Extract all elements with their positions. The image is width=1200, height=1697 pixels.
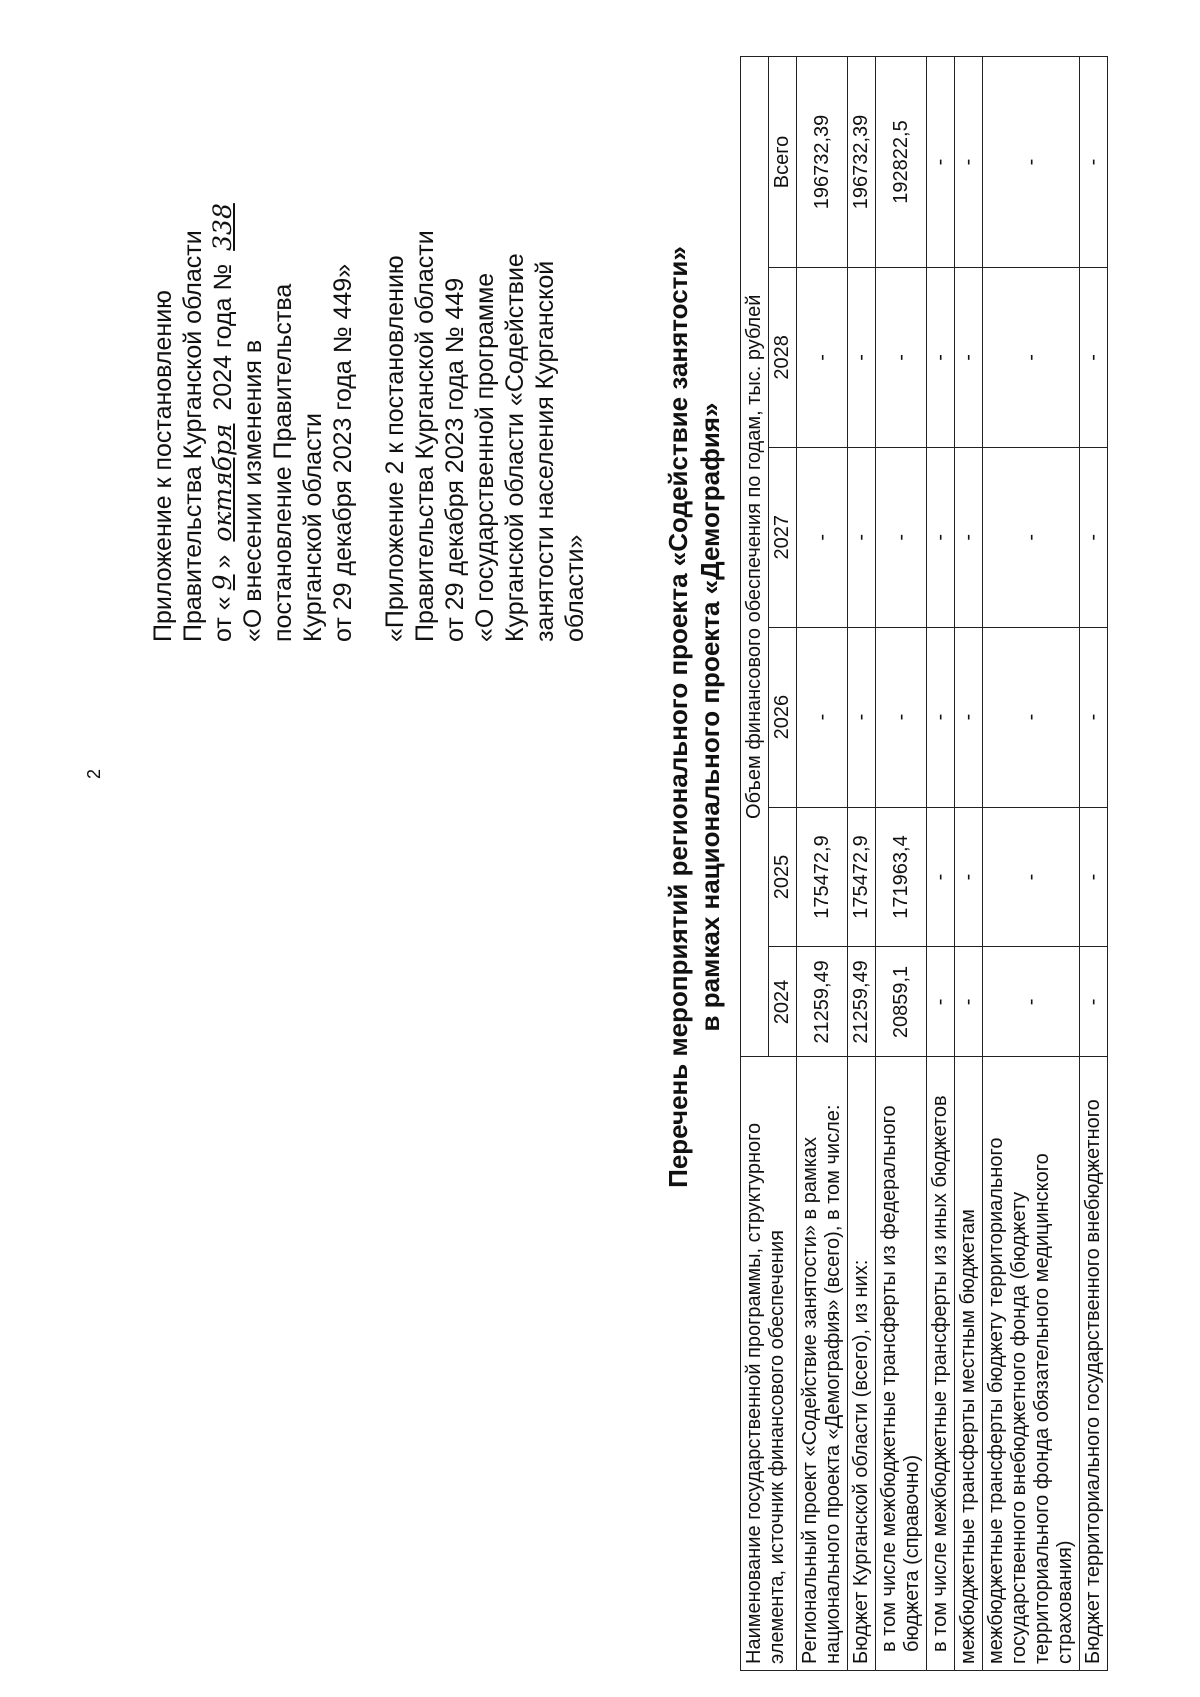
- table-header-row: [741, 57, 769, 1671]
- appendix-year: 2024 года №: [209, 263, 237, 411]
- row-label: Бюджет территориального государственного внебюджетного: [1080, 1057, 1108, 1671]
- cell-value: -: [983, 267, 1080, 447]
- cell-value: -: [927, 947, 955, 1057]
- appendix-line: от 29 декабря 2023 года № 449: [441, 277, 469, 642]
- appendix-from: от «: [209, 596, 237, 642]
- year-header: 2024: [769, 947, 797, 1057]
- row-label: Бюджет Курганской области (всего), из них:: [848, 1057, 876, 1671]
- document-title: [662, 37, 726, 1397]
- appendix-line: «О внесении изменения в: [239, 339, 267, 642]
- name-header: Наименование государственной программы, структурного элемента, источник финансового обеспечения: [741, 1057, 797, 1671]
- appendix-line: «О государственной программе: [471, 272, 499, 642]
- cell-value: -: [1080, 807, 1108, 947]
- cell-value: -: [955, 947, 983, 1057]
- appendix-line: «Приложение 2 к постановлению: [381, 255, 409, 642]
- appendix-line: области»: [561, 534, 589, 642]
- appendix-date-line: [208, 22, 238, 642]
- year-header: 2028: [769, 267, 797, 447]
- cell-value: -: [876, 627, 927, 807]
- financing-table: [740, 56, 1108, 1671]
- cell-value: 175472,9: [797, 807, 848, 947]
- cell-value: -: [927, 267, 955, 447]
- cell-value: -: [876, 447, 927, 627]
- table-row: [955, 57, 983, 1671]
- cell-value: -: [983, 947, 1080, 1057]
- financing-group-header: Объем финансового обеспечения по годам, тыс. рублей: [741, 57, 769, 1057]
- cell-value: -: [983, 447, 1080, 627]
- appendix-line: занятости населения Курганской: [531, 260, 559, 642]
- cell-value: -: [927, 57, 955, 268]
- page-number: 2: [84, 768, 104, 779]
- appendix-line: Правительства Курганской области: [411, 230, 439, 642]
- cell-value: -: [1080, 267, 1108, 447]
- cell-value: -: [983, 57, 1080, 268]
- cell-value: -: [1080, 447, 1108, 627]
- cell-value: -: [797, 627, 848, 807]
- appendix-line: Правительства Курганской области: [179, 230, 207, 642]
- cell-value: -: [1080, 947, 1108, 1057]
- cell-value: -: [1080, 627, 1108, 807]
- appendix-line: Курганской области «Содействие: [501, 253, 529, 642]
- cell-value: -: [927, 627, 955, 807]
- cell-value: -: [955, 447, 983, 627]
- appendix-line: Курганской области: [299, 412, 327, 642]
- table-row: [797, 57, 848, 1671]
- cell-value: -: [955, 57, 983, 268]
- cell-value: -: [876, 267, 927, 447]
- cell-value: 175472,9: [848, 807, 876, 947]
- appendix-line: от 29 декабря 2023 года № 449»: [329, 263, 357, 642]
- cell-value: 171963,4: [876, 807, 927, 947]
- cell-value: 192822,5: [876, 57, 927, 268]
- row-label: в том числе межбюджетные трансферты из федерального бюджета (справочно): [876, 1057, 927, 1671]
- year-header: 2025: [769, 807, 797, 947]
- title-line: Перечень мероприятий регионального проекта «Содействие занятости»: [663, 246, 693, 1188]
- table-row: [876, 57, 927, 1671]
- cell-value: -: [955, 627, 983, 807]
- title-line: в рамках национального проекта «Демография»: [695, 402, 725, 1032]
- handwritten-month: октября: [208, 423, 237, 542]
- table-row: [848, 57, 876, 1671]
- appendix-header: [148, 22, 590, 642]
- cell-value: -: [848, 627, 876, 807]
- appendix-line: Приложение к постановлению: [149, 290, 177, 642]
- total-header: Всего: [769, 57, 797, 268]
- cell-value: -: [955, 807, 983, 947]
- row-label: Региональный проект «Содействие занятости» в рамках национального проекта «Демография» (всего), в том числе:: [797, 1057, 848, 1671]
- handwritten-day: 9: [208, 574, 237, 591]
- cell-value: -: [983, 807, 1080, 947]
- cell-value: 20859,1: [876, 947, 927, 1057]
- row-label: межбюджетные трансферты местным бюджетам: [955, 1057, 983, 1671]
- cell-value: 21259,49: [797, 947, 848, 1057]
- cell-value: -: [848, 267, 876, 447]
- cell-value: 21259,49: [848, 947, 876, 1057]
- cell-value: -: [955, 267, 983, 447]
- appendix-line: постановление Правительства: [269, 283, 297, 642]
- appendix-quote: »: [209, 554, 237, 569]
- row-label: межбюджетные трансферты бюджету территориального государственного внебюджетного фонда (бюджету территориального фонда обязательного медицинского страхования): [983, 1057, 1080, 1671]
- year-header: 2027: [769, 447, 797, 627]
- table-row: [927, 57, 955, 1671]
- cell-value: -: [848, 447, 876, 627]
- cell-value: -: [927, 807, 955, 947]
- cell-value: 196732,39: [797, 57, 848, 268]
- cell-value: -: [927, 447, 955, 627]
- cell-value: -: [1080, 57, 1108, 268]
- cell-value: 196732,39: [848, 57, 876, 268]
- handwritten-number: 338: [208, 203, 237, 251]
- cell-value: -: [797, 447, 848, 627]
- table-row: [983, 57, 1080, 1671]
- cell-value: -: [983, 627, 1080, 807]
- table-row: [1080, 57, 1108, 1671]
- year-header: 2026: [769, 627, 797, 807]
- cell-value: -: [797, 267, 848, 447]
- row-label: в том числе межбюджетные трансферты из иных бюджетов: [927, 1057, 955, 1671]
